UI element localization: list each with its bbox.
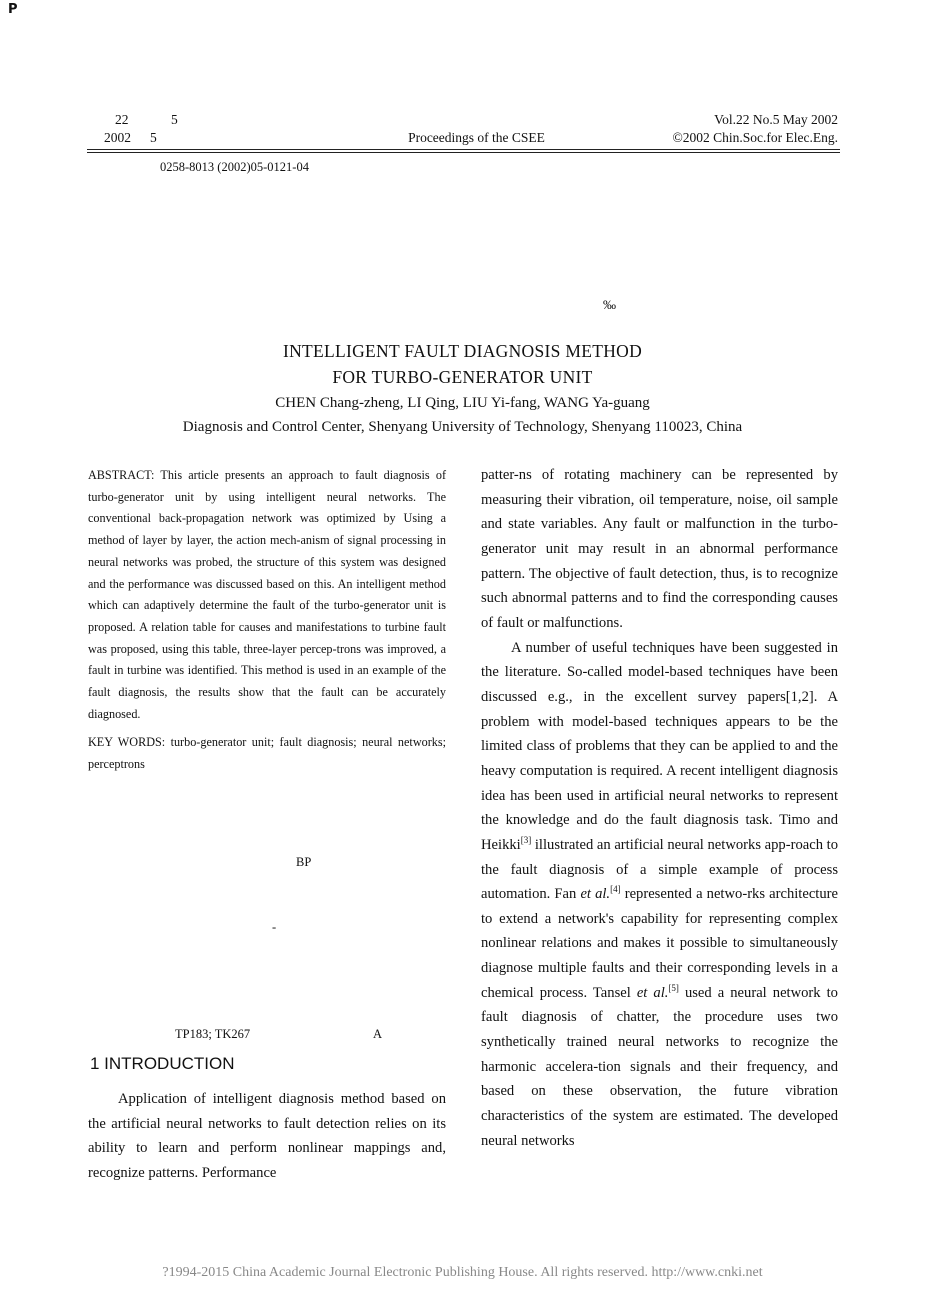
copyright-line: ©2002 Chin.Soc.for Elec.Eng. <box>672 130 838 145</box>
article-number: 0258-8013 (2002)05-0121-04 <box>160 160 309 174</box>
text-segment: used a neural network to fault diagnosis of chatter, the procedure uses two synthetically trained neural networks to recognize the harmonic accelera-tion signals and their frequency, and based on these observation, the future vibration characteristics of the system are estimated. The developed neural networks <box>481 984 838 1149</box>
citation-ref-3: [3] <box>520 834 532 845</box>
header-month-cn: 5 <box>150 130 157 145</box>
affiliation: Diagnosis and Control Center, Shenyang University of Technology, Shenyang 110023, China <box>182 419 743 435</box>
header-rule-bottom <box>87 152 840 153</box>
classification-code: TP183; TK267 <box>175 1027 251 1041</box>
section-heading: 1 INTRODUCTION <box>90 1054 235 1073</box>
chinese-abstract-bp: BP <box>296 855 312 869</box>
citation-ref-5: [5] <box>668 982 679 993</box>
header-year-cn: 2002 <box>104 130 131 145</box>
right-paragraph-2 <box>481 636 838 1154</box>
corner-mark: P <box>8 2 18 17</box>
abstract-text: ABSTRACT: This article presents an approach to fault diagnosis of turbo-generator unit by using intelligent neural networks. The conventional back-propagation network was optimized by Using a method of layer by layer, the action mech-anism of signal processing in neural networks was probed, the structure of this system was designed and the performance was discussed based on this. An intelligent method which can adaptively determine the fault of the turbo-generator unit is proposed. A relation table for causes and manifestations to turbine fault was proposed, using this table, three-layer percep-trons was improved, a fault in turbine was identified. This method is used in an example of the fault diagnosis, the results show that the fault can be accurately diagnosed. <box>88 468 446 721</box>
text-segment: represented a netwo-rks architecture to extend a network's capability for representing complex nonlinear relations and makes it possible to simultaneously diagnose multiple faults and their corresponding levels in a chemical process. Tansel <box>481 886 839 1001</box>
text-segment: illustrated an artificial neural networks app-roach to the fault diagnosis of a simple example of process automation. Fan <box>481 836 838 903</box>
authors: CHEN Chang-zheng, LI Qing, LIU Yi-fang, WANG Ya-guang <box>275 395 650 411</box>
et-al: et al. <box>636 984 669 1001</box>
journal-name: Proceedings of the CSEE <box>408 130 545 145</box>
abstract-block <box>88 465 446 776</box>
title-line-2: FOR TURBO-GENERATOR UNIT <box>332 367 593 387</box>
header-rule-top <box>87 149 840 150</box>
right-paragraph-1: patter-ns of rotating machinery can be represented by measuring their vibration, oil temperature, noise, oil sample and state variables. Any fault or malfunction in the turbo-generator unit may result in an abnormal performance pattern. The objective of fault detection, thus, is to recognize such abnormal patterns and to find the corresponding causes of fault or malfunctions. <box>481 467 838 631</box>
title-line-1: INTELLIGENT FAULT DIAGNOSIS METHOD <box>282 341 643 361</box>
citation-ref-4: [4] <box>610 884 621 895</box>
text-segment: A number of useful techniques have been suggested in the literature. So-called model-based techniques have been discussed e.g., in the excellent survey papers[1,2]. A problem with model-based techniques appears to be the limited class of problems that they can be applied to and the heavy computation is required. A recent intelligent diagnosis idea has been used in artificial neural networks to represent the knowledge and do the fault diagnosis task. Timo and Heikki <box>481 639 838 853</box>
header-volume-en: Vol.22 No.5 May 2002 <box>714 112 838 127</box>
et-al: et al. <box>580 886 611 903</box>
permille-mark: ‰ <box>603 297 616 312</box>
footer-copyright: ?1994-2015 China Academic Journal Electronic Publishing House. All rights reserved. http://www.cnki.net <box>162 1265 763 1280</box>
document-code: A <box>373 1027 383 1041</box>
keywords: KEY WORDS: turbo-generator unit; fault diagnosis; neural networks; perceptrons <box>88 735 446 772</box>
header-issue-cn: 5 <box>171 112 178 127</box>
right-column <box>481 463 838 1153</box>
intro-paragraph: Application of intelligent diagnosis method based on the artificial neural networks to fault detection relies on its ability to learn and perform nonlinear mappings and, recognize patterns. Performance <box>88 1091 446 1181</box>
chinese-abstract-dash: - <box>272 920 277 934</box>
header-volume-cn: 22 <box>115 112 129 127</box>
